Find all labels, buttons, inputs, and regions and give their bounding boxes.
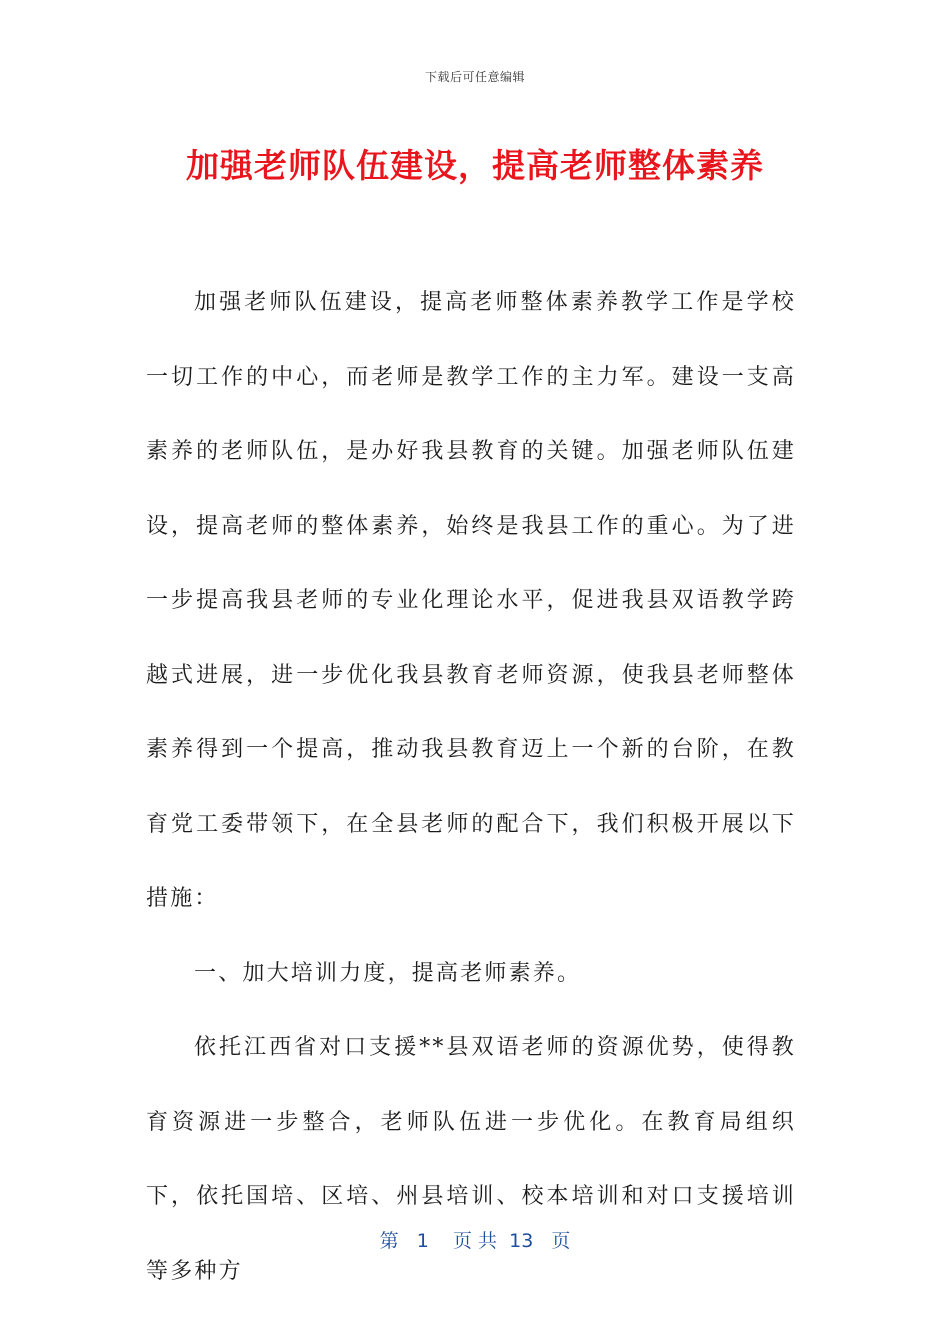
footer-suffix: 页 bbox=[551, 1230, 571, 1252]
paragraph-section-heading: 一、加大培训力度，提高老师素养。 bbox=[194, 960, 582, 986]
footer-page-number: 1 bbox=[416, 1230, 429, 1252]
footer-total-pages: 13 bbox=[509, 1230, 534, 1252]
footer-middle: 页 共 bbox=[452, 1230, 498, 1252]
paragraph-training: 依托江西省对口支援**县双语老师的资源优势，使得教育资源进一步整合，老师队伍进一步优化。在教育局组织下，依托国培、区培、州县培训、校本培训和对口支援培训等多种方 bbox=[146, 1035, 796, 1284]
document-title: 加强老师队伍建设，提高老师整体素养 bbox=[186, 146, 764, 185]
document-body bbox=[146, 266, 796, 1309]
header-note: 下载后可任意编辑 bbox=[424, 70, 525, 84]
paragraph-intro: 加强老师队伍建设，提高老师整体素养教学工作是学校一切工作的中心，而老师是教学工作的主力军。建设一支高素养的老师队伍，是办好我县教育的关键。加强老师队伍建设，提高老师的整体素养，始终是我县工作的重心。为了进一步提高我县老师的专业化理论水平，促进我县双语教学跨越式进展，进一步优化我县教育老师资源，使我县老师整体素养得到一个提高，推动我县教育迈上一个新的台阶，在教育党工委带领下，在全县老师的配合下，我们积极开展以下措施： bbox=[146, 290, 796, 911]
page-footer bbox=[0, 1226, 950, 1253]
footer-prefix: 第 bbox=[379, 1230, 399, 1252]
